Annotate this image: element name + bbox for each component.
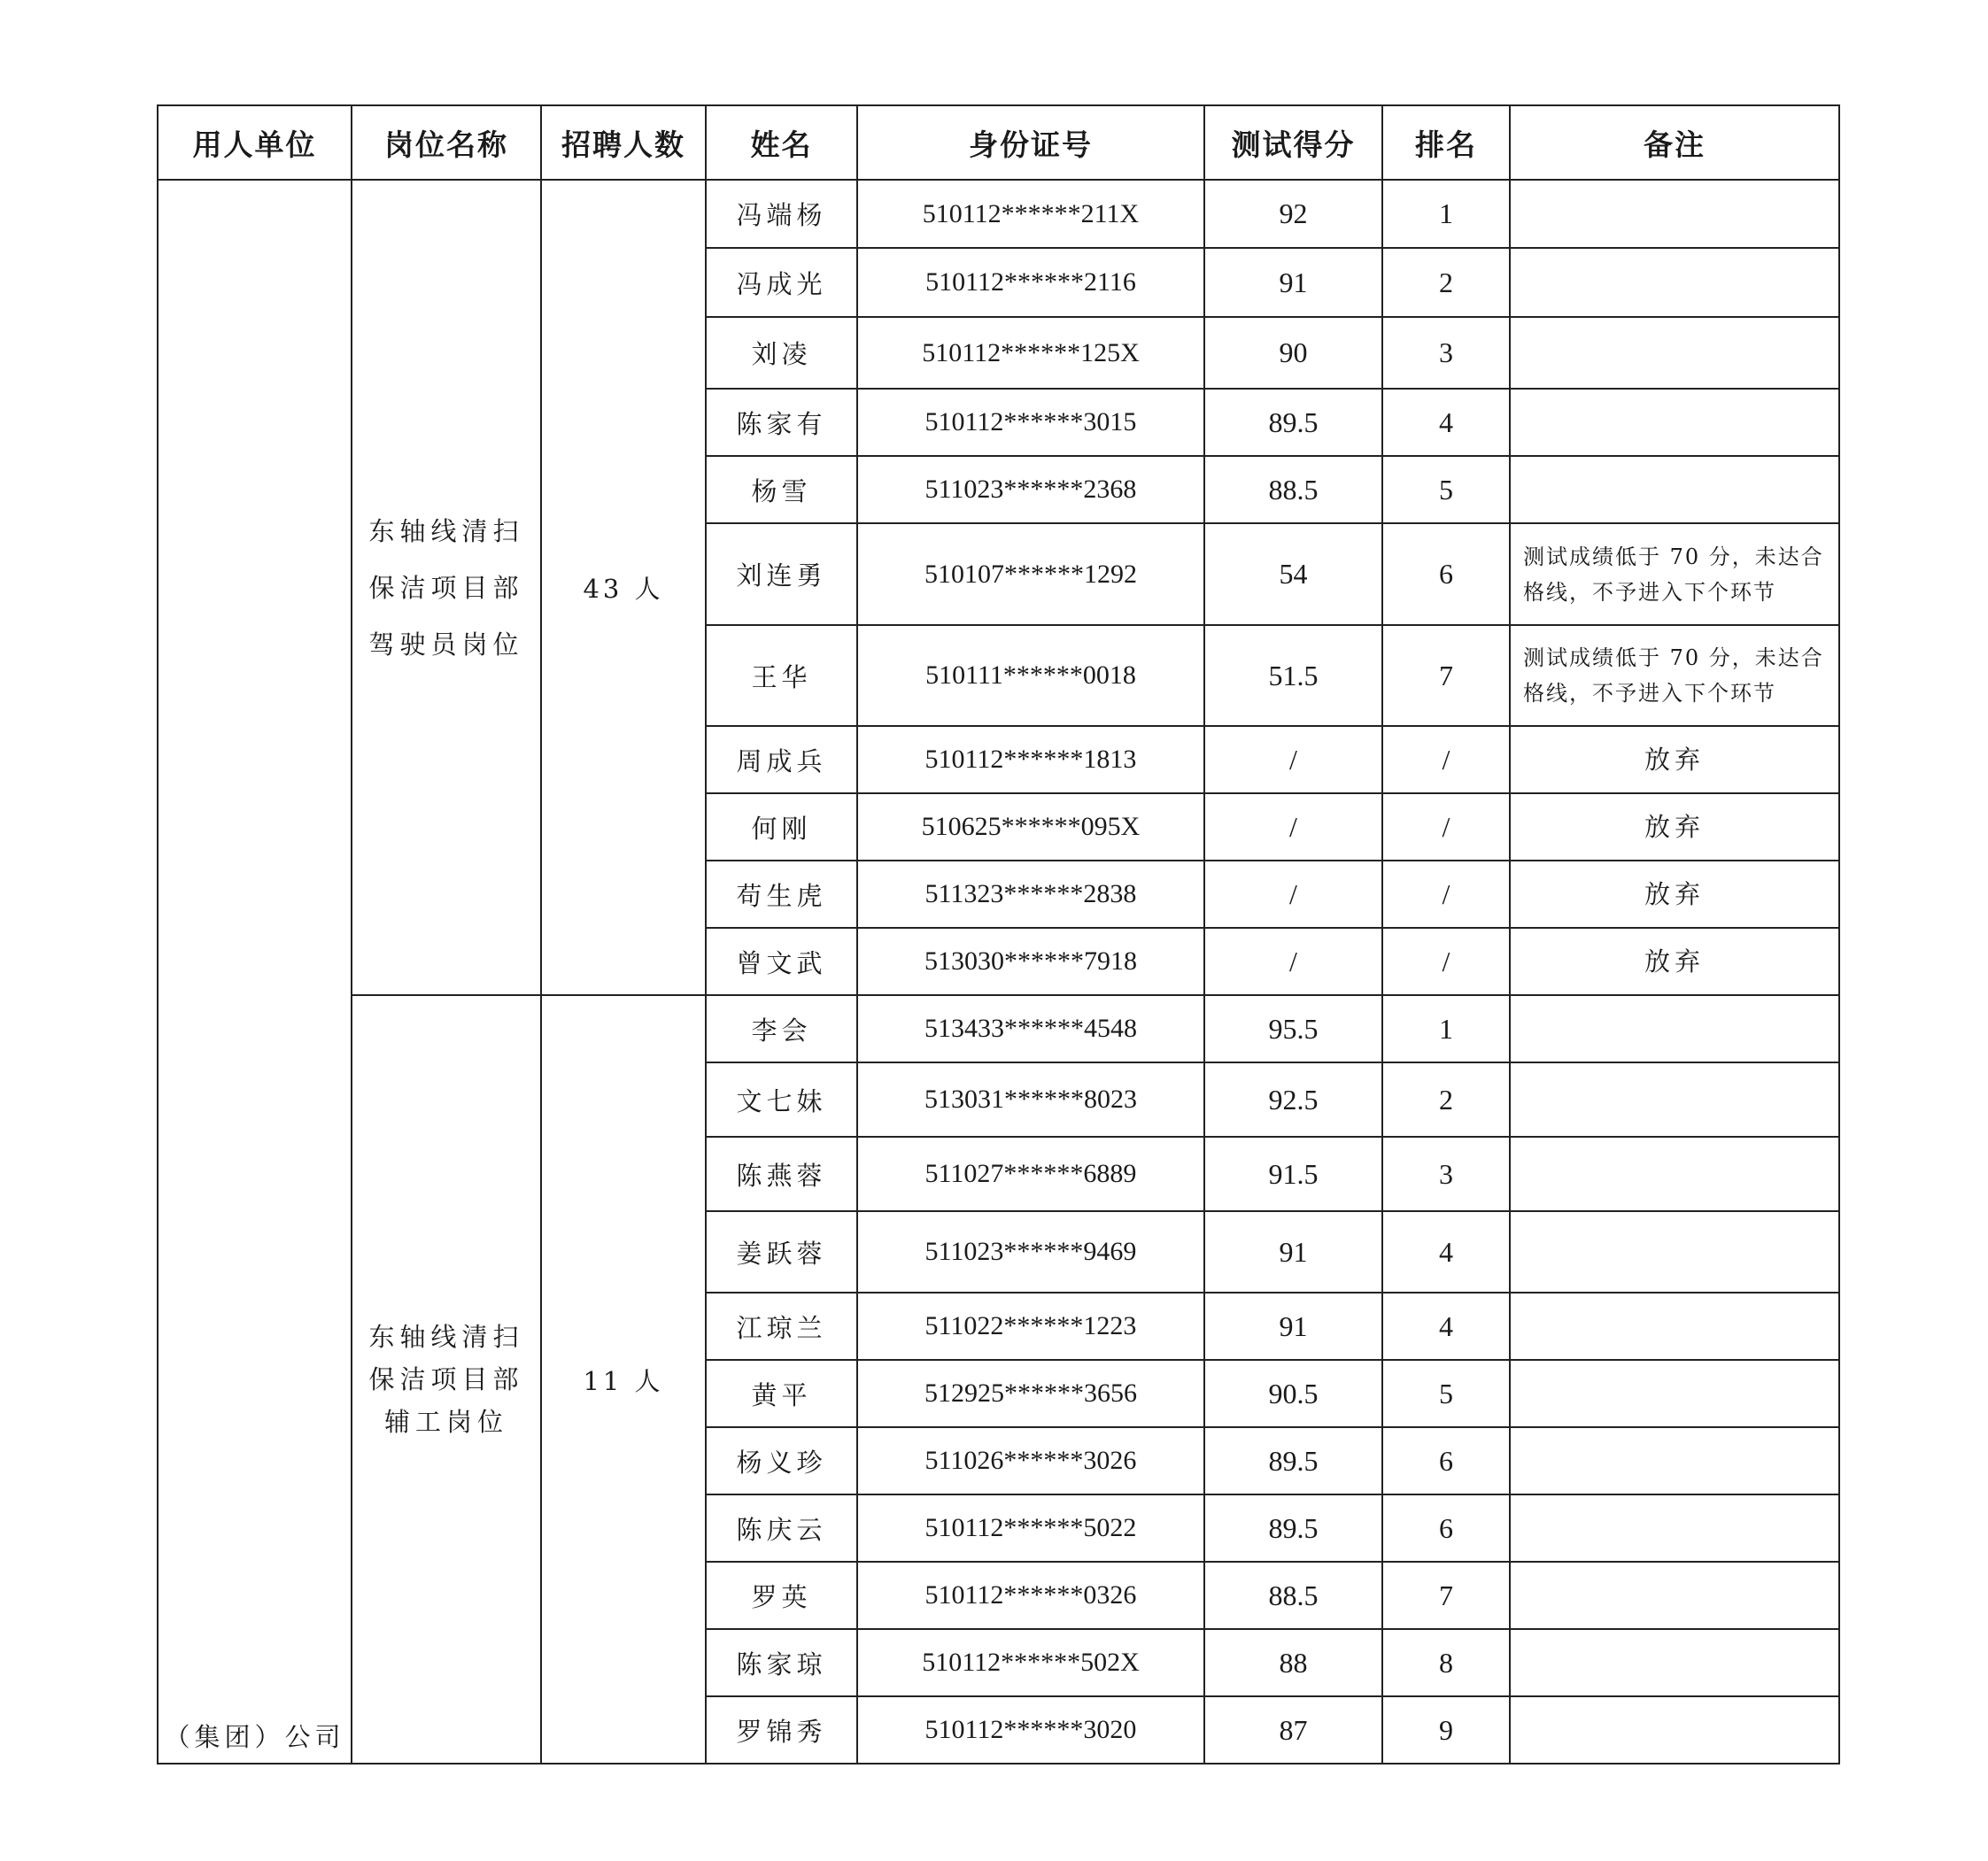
test-score: 89.5 [1204,1427,1382,1494]
test-score: 51.5 [1204,625,1382,726]
rank: 9 [1382,1696,1510,1764]
note-cell: 放弃 [1510,793,1839,861]
results-table [157,104,1840,1764]
note-cell [1510,1062,1839,1137]
test-score: 54 [1204,523,1382,625]
note-cell [1510,1137,1839,1211]
rank: 6 [1382,1494,1510,1562]
candidate-name: 曾文武 [706,928,857,995]
test-score: 88 [1204,1629,1382,1696]
test-score: 90 [1204,317,1382,389]
id-number: 510112******0326 [857,1562,1204,1629]
rank: 4 [1382,1211,1510,1293]
candidate-name: 罗锦秀 [706,1696,857,1764]
note-cell [1510,389,1839,456]
note-cell: 测试成绩低于 70 分，未达合格线，不予进入下个环节 [1510,625,1839,726]
position-line: 保洁项目部 [368,572,524,603]
candidate-name: 杨雪 [706,456,857,523]
id-number: 513433******4548 [857,995,1204,1062]
employer-cell: （集团）公司 [158,180,352,1764]
candidate-name: 刘连勇 [706,523,857,625]
test-score: 88.5 [1204,1562,1382,1629]
id-number: 510625******095X [857,793,1204,861]
rank: / [1382,861,1510,928]
note-cell [1510,456,1839,523]
candidate-name: 罗英 [706,1562,857,1629]
id-number: 510112******3015 [857,389,1204,456]
note-cell: 放弃 [1510,726,1839,793]
candidate-name: 周成兵 [706,726,857,793]
rank: 4 [1382,389,1510,456]
id-number: 511323******2838 [857,861,1204,928]
note-cell [1510,995,1839,1062]
candidate-name: 王华 [706,625,857,726]
test-score: 90.5 [1204,1360,1382,1427]
candidate-name: 苟生虎 [706,861,857,928]
position-line: 保洁项目部 [368,1364,524,1394]
candidate-name: 冯成光 [706,248,857,317]
note-cell [1510,1562,1839,1629]
candidate-name: 陈家有 [706,389,857,456]
id-number: 510111******0018 [857,625,1204,726]
id-number: 510112******2116 [857,248,1204,317]
id-number: 510112******125X [857,317,1204,389]
candidate-name: 陈燕蓉 [706,1137,857,1211]
rank: 7 [1382,1562,1510,1629]
note-cell [1510,1629,1839,1696]
candidate-name: 文七妹 [706,1062,857,1137]
id-number: 513030******7918 [857,928,1204,995]
id-number: 511023******9469 [857,1211,1204,1293]
position-cell [352,995,541,1764]
test-score: 91 [1204,248,1382,317]
candidate-name: 陈家琼 [706,1629,857,1696]
id-number: 511022******1223 [857,1293,1204,1360]
id-number: 511023******2368 [857,456,1204,523]
id-number: 512925******3656 [857,1360,1204,1427]
candidate-name: 黄平 [706,1360,857,1427]
test-score: 89.5 [1204,389,1382,456]
note-cell [1510,180,1839,248]
id-number: 513031******8023 [857,1062,1204,1137]
rank: / [1382,928,1510,995]
test-score: 91.5 [1204,1137,1382,1211]
id-number: 510112******3020 [857,1696,1204,1764]
rank: 3 [1382,1137,1510,1211]
hire-count-cell: 11 人 [541,995,706,1764]
rank: / [1382,726,1510,793]
position-line: 东轴线清扫 [368,1322,524,1352]
rank: / [1382,793,1510,861]
test-score: 89.5 [1204,1494,1382,1562]
candidate-name: 冯端杨 [706,180,857,248]
id-number: 510112******5022 [857,1494,1204,1562]
candidate-name: 陈庆云 [706,1494,857,1562]
rank: 7 [1382,625,1510,726]
rank: 5 [1382,456,1510,523]
id-number: 510112******1813 [857,726,1204,793]
note-cell [1510,1293,1839,1360]
id-number: 511027******6889 [857,1137,1204,1211]
header-id-number: 身份证号 [857,105,1204,180]
rank: 8 [1382,1629,1510,1696]
header-count: 招聘人数 [541,105,706,180]
note-cell [1510,1360,1839,1427]
id-number: 511026******3026 [857,1427,1204,1494]
id-number: 510112******211X [857,180,1204,248]
header-note: 备注 [1510,105,1839,180]
test-score: / [1204,726,1382,793]
test-score: 88.5 [1204,456,1382,523]
rank: 5 [1382,1360,1510,1427]
header-position: 岗位名称 [352,105,541,180]
rank: 2 [1382,248,1510,317]
table-row [158,995,1839,1062]
candidate-name: 何刚 [706,793,857,861]
header-row [158,105,1839,180]
note-cell: 放弃 [1510,928,1839,995]
candidate-name: 刘凌 [706,317,857,389]
test-score: / [1204,793,1382,861]
note-cell [1510,1211,1839,1293]
position-line: 驾驶员岗位 [368,629,524,660]
table-body [158,180,1839,1764]
rank: 6 [1382,523,1510,625]
header-name: 姓名 [706,105,857,180]
rank: 3 [1382,317,1510,389]
position-line: 辅工岗位 [383,1407,508,1437]
rank: 6 [1382,1427,1510,1494]
note-cell: 放弃 [1510,861,1839,928]
rank: 4 [1382,1293,1510,1360]
id-number: 510112******502X [857,1629,1204,1696]
header-employer: 用人单位 [158,105,352,180]
test-score: / [1204,928,1382,995]
test-score: 92.5 [1204,1062,1382,1137]
rank: 1 [1382,180,1510,248]
test-score: 95.5 [1204,995,1382,1062]
id-number: 510107******1292 [857,523,1204,625]
rank: 1 [1382,995,1510,1062]
test-score: 91 [1204,1293,1382,1360]
candidate-name: 杨义珍 [706,1427,857,1494]
candidate-name: 姜跃蓉 [706,1211,857,1293]
rank: 2 [1382,1062,1510,1137]
note-cell [1510,1427,1839,1494]
table-row [158,180,1839,248]
test-score: 87 [1204,1696,1382,1764]
note-cell [1510,248,1839,317]
note-cell [1510,1696,1839,1764]
note-cell: 测试成绩低于 70 分，未达合格线，不予进入下个环节 [1510,523,1839,625]
candidate-name: 江琼兰 [706,1293,857,1360]
note-cell [1510,1494,1839,1562]
test-score: 92 [1204,180,1382,248]
candidate-name: 李会 [706,995,857,1062]
header-rank: 排名 [1382,105,1510,180]
test-score: / [1204,861,1382,928]
position-line: 东轴线清扫 [368,515,524,546]
header-score: 测试得分 [1204,105,1382,180]
test-score: 91 [1204,1211,1382,1293]
position-cell [352,180,541,995]
note-cell [1510,317,1839,389]
hire-count-cell: 43 人 [541,180,706,995]
